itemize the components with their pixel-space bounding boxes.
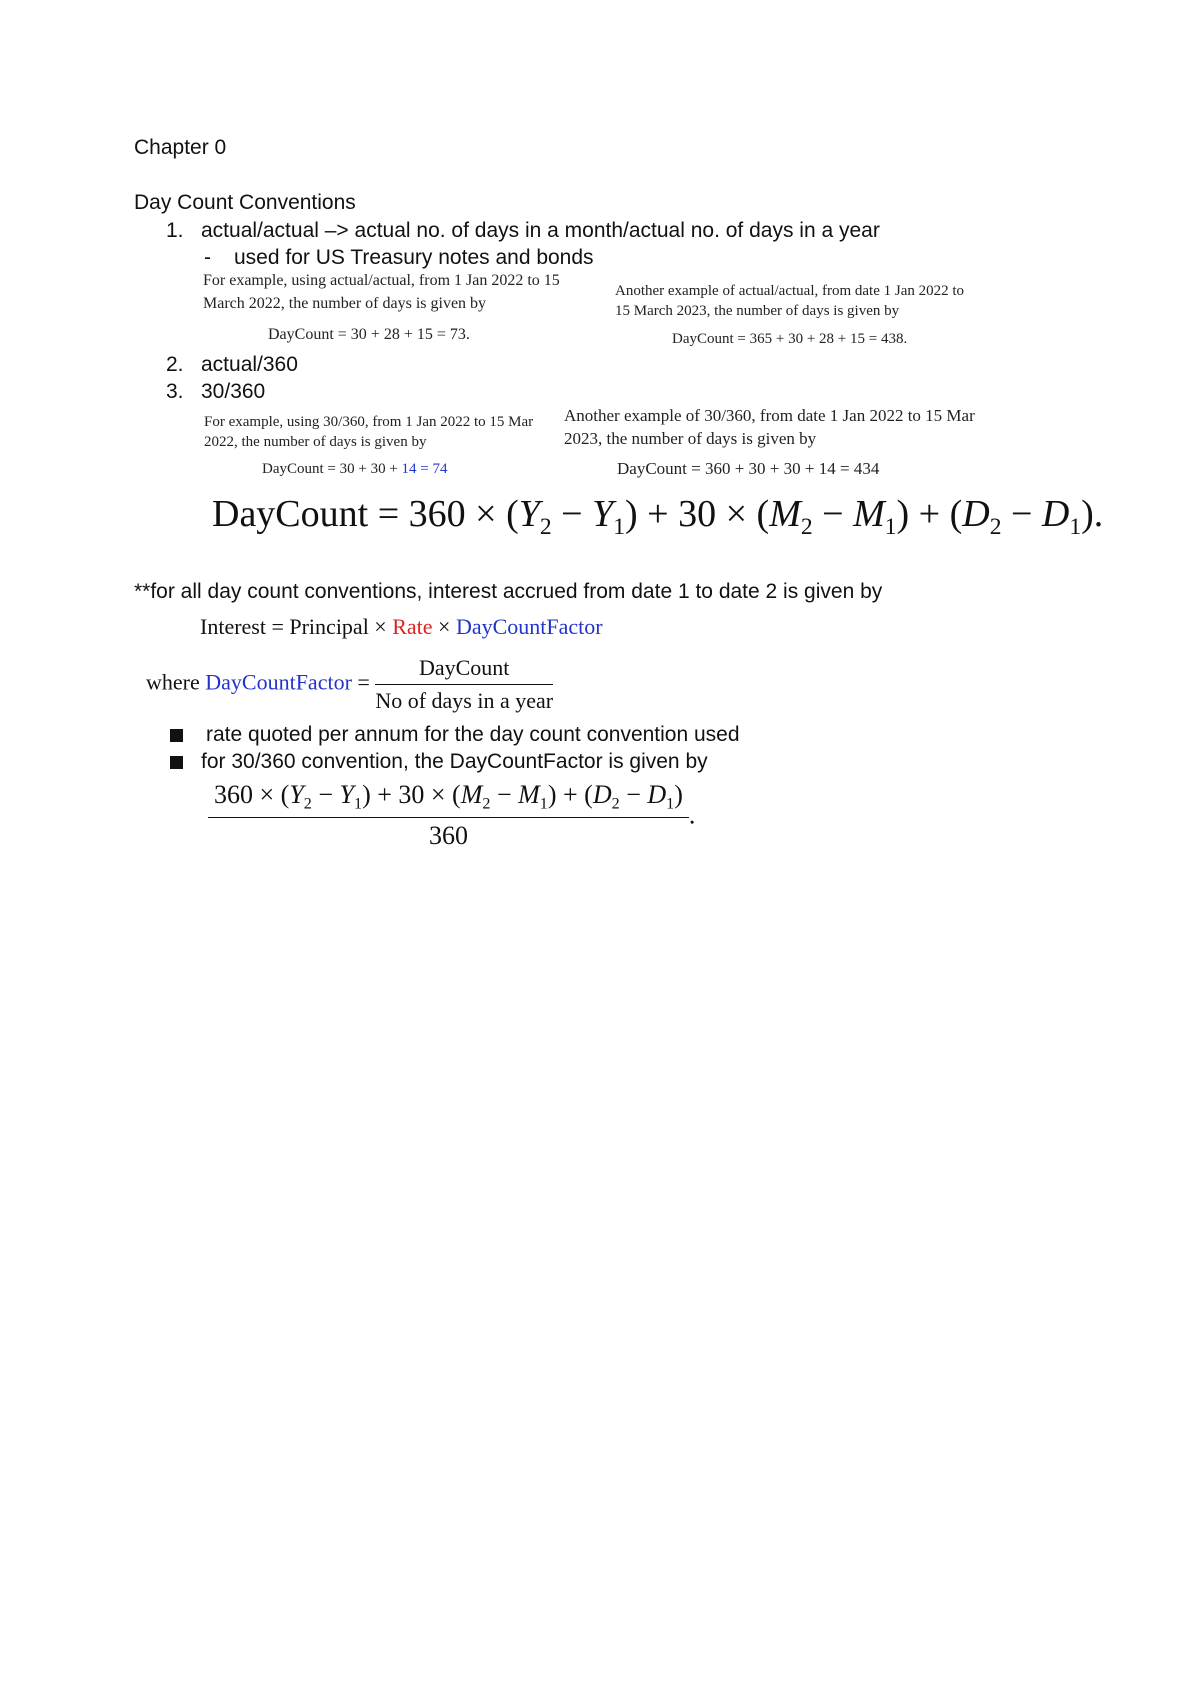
factor-numerator: DayCount [375,655,553,685]
interest-note: **for all day count conventions, interest accrued from date 1 to date 2 is given by [134,580,883,603]
t360-example1-line1: For example, using 30/360, from 1 Jan 2022 to 15 Mar [204,414,534,430]
bullet-rate-quoted: rate quoted per annum for the day count convention used [206,723,740,746]
final-denominator: 360 [428,820,468,850]
interest-lhs: Interest = Principal × [200,614,387,639]
t360-example2-formula: DayCount = 360 + 30 + 30 + 14 = 434 [617,459,880,478]
aa-example1-formula: DayCount = 30 + 28 + 15 = 73. [268,326,470,343]
interest-times: × [438,614,451,639]
square-bullet-icon [170,756,183,769]
aa-example2-line2: 15 March 2023, the number of days is given by [615,303,900,319]
aa-example2-line1: Another example of actual/actual, from date 1 Jan 2022 to [615,283,965,299]
list-item-30-360: 30/360 [201,380,266,403]
interest-rate-term: Rate [392,614,433,639]
list-item-actual-360: actual/360 [201,353,298,376]
t360-example2-line2: 2023, the number of days is given by [564,429,817,448]
interest-formula [200,614,603,640]
list-number-1: 1. [166,219,184,242]
t360-example1-formula [262,461,448,478]
interest-factor-term: DayCountFactor [455,614,603,639]
list-number-2: 2. [166,353,184,376]
factor-equals: = [357,669,370,695]
daycount-factor-definition [146,655,553,714]
daycount-factor-30-360-formula: $\frac{360 \times (Y_2 - Y_1) + 30 \times (M_2 - M_1) + (D_2 - D_1)}{360}$ . [208,780,695,851]
sub-item-treasury: used for US Treasury notes and bonds [234,246,594,269]
chapter-title: Chapter 0 [134,136,227,159]
list-item-actual-actual: actual/actual –> actual no. of days in a month/actual no. of days in a year [201,219,880,242]
list-number-3: 3. [166,380,184,403]
factor-where: where [146,669,200,695]
sub-item-dash: - [204,246,211,269]
t360-example1-formula-colored: 14 = 74 [401,461,448,477]
factor-fraction [375,655,553,714]
final-fraction [208,780,689,851]
section-title: Day Count Conventions [134,191,356,214]
t360-example2-line1: Another example of 30/360, from date 1 Jan 2022 to 15 Mar [564,406,975,425]
factor-denominator: No of days in a year [375,688,554,713]
t360-example1-formula-prefix: DayCount = 30 + 30 + [262,461,402,477]
daycount-general-formula: DayCount = $360 \times (Y_2 - Y_1) + 30 \times (M_2 - M_1) + (D_2 - D_1)$. [212,493,1104,541]
bullet-30-360-factor: for 30/360 convention, the DayCountFactor is given by [201,750,708,773]
aa-example1-line1: For example, using actual/actual, from 1 Jan 2022 to 15 [203,272,560,289]
aa-example2-formula: DayCount = 365 + 30 + 28 + 15 = 438. [672,331,908,347]
square-bullet-icon [170,729,183,742]
t360-example1-line2: 2022, the number of days is given by [204,434,427,450]
final-numerator: $360 \times (Y_2 - Y_1) + 30 \times (M_2 - M_1) + (D_2 - D_1)$ [208,780,689,818]
aa-example1-line2: March 2022, the number of days is given by [203,295,487,312]
factor-name: DayCountFactor [205,669,352,695]
